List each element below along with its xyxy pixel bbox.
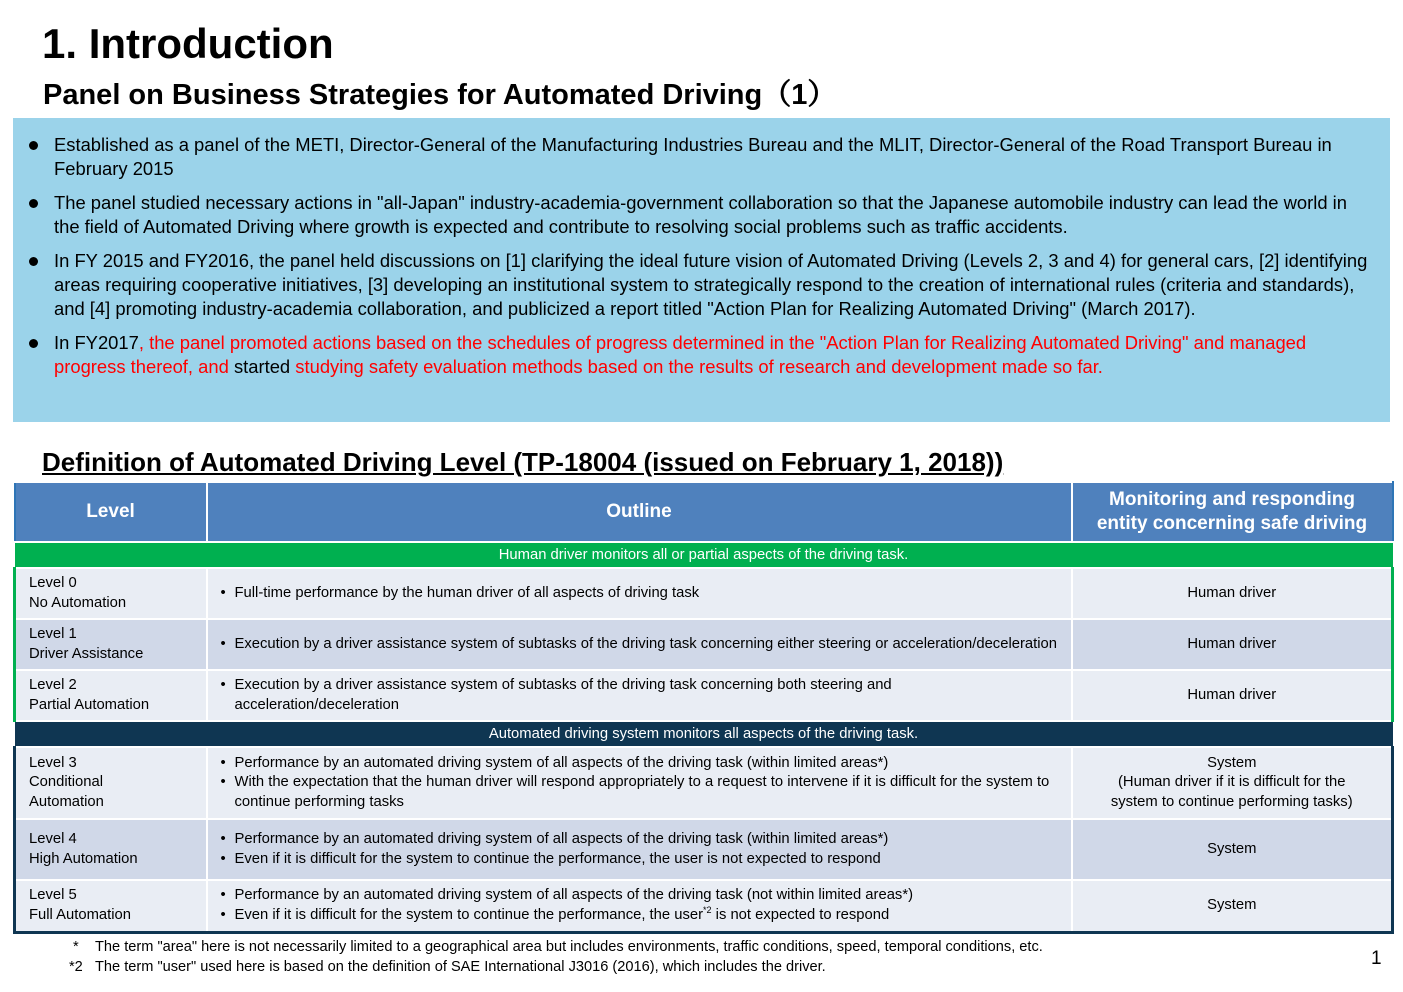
outline-cell: • Performance by an automated driving system of all aspects of the driving task (within limited areas*) • With the expectation that the human driver will respond appropriately to a request to intervene if it is difficult for the system to continue performing tasks [207, 747, 1072, 819]
entity-cell: Human driver [1072, 619, 1393, 670]
group-label: Automated driving system monitors all aspects of the driving task. [15, 721, 1393, 747]
entity-cell: System [1072, 819, 1393, 880]
automation-level-table [13, 481, 1394, 934]
highlighted-text: studying safety evaluation methods based on the results of research and development made so far. [295, 356, 1103, 377]
level-cell: Level 4 High Automation [15, 819, 207, 880]
overview-bullet: The panel studied necessary actions in "all-Japan" industry-academia-government collaboration so that the Japanese automobile industry can lead the world in the field of Automated Driving where growth is expected and contribute to resolving social problems such as traffic accidents. [27, 191, 1376, 239]
highlighted-text: , the panel promoted actions based on the schedules of progress determined in the "Action Plan for Realizing Automated Driving" and managed progress thereof, and [54, 332, 1307, 377]
page-subtitle: Panel on Business Strategies for Automated Driving（1） [43, 79, 837, 111]
overview-panel [13, 118, 1390, 422]
outline-cell: • Execution by a driver assistance system of subtasks of the driving task concerning both steering and acceleration/deceleration [207, 670, 1072, 721]
bullet-dot-icon [29, 199, 38, 208]
footnote-ref: *2 [703, 904, 712, 915]
header-monitoring-entity: Monitoring and responding entity concerning safe driving [1072, 482, 1393, 542]
group-row-system [15, 721, 1393, 747]
level-cell: Level 5 Full Automation [15, 880, 207, 932]
entity-cell: System [1072, 880, 1393, 932]
level-cell: Level 0 No Automation [15, 568, 207, 619]
table-row [15, 619, 1393, 670]
footnotes [69, 938, 1043, 977]
header-level: Level [15, 482, 207, 542]
entity-cell: System (Human driver if it is difficult for the system to continue performing tasks) [1072, 747, 1393, 819]
outline-cell: • Full-time performance by the human driver of all aspects of driving task [207, 568, 1072, 619]
overview-bullet: In FY 2015 and FY2016, the panel held discussions on [1] clarifying the ideal future vision of Automated Driving (Levels 2, 3 and 4) for general cars, [2] identifying areas requiring cooperative initiatives, [3] developing an institutional system to strategically respond to the creation of international rules (criteria and standards), and [4] promoting industry-academia collaboration, and publicized a report titled "Action Plan for Realizing Automated Driving" (March 2017). [27, 249, 1376, 321]
group-row-human [15, 542, 1393, 568]
outline-cell: • Execution by a driver assistance system of subtasks of the driving task concerning either steering or acceleration/deceleration [207, 619, 1072, 670]
table-row [15, 819, 1393, 880]
footnote: * The term "area" here is not necessarily limited to a geographical area but includes environments, traffic conditions, speed, temporal conditions, etc. [73, 939, 1043, 955]
section-title: Definition of Automated Driving Level (TP-18004 (issued on February 1, 2018)) [42, 447, 1004, 477]
group-label: Human driver monitors all or partial aspects of the driving task. [15, 542, 1393, 568]
header-outline: Outline [207, 482, 1072, 542]
footnote: *2 The term "user" used here is based on the definition of SAE International J3016 (2016), which includes the driver. [69, 958, 826, 975]
outline-cell: • Performance by an automated driving system of all aspects of the driving task (within limited areas*) • Even if it is difficult for the system to continue the performance, the user is not expected to respond [207, 819, 1072, 880]
table-row [15, 747, 1393, 819]
bullet-dot-icon [29, 141, 38, 150]
level-cell: Level 1 Driver Assistance [15, 619, 207, 670]
bullet-dot-icon [29, 257, 38, 266]
outline-cell: • Performance by an automated driving system of all aspects of the driving task (not within limited areas*) • Even if it is difficult for the system to continue the performance, the user$^{*2}$ is not expected to respond [207, 880, 1072, 932]
table-row [15, 568, 1393, 619]
level-cell: Level 3 Conditional Automation [15, 747, 207, 819]
page-number: 1 [1371, 948, 1382, 969]
page-title: 1. Introduction [42, 20, 334, 67]
overview-bullet-list [27, 133, 1376, 379]
entity-cell: Human driver [1072, 568, 1393, 619]
overview-bullet: Established as a panel of the METI, Director-General of the Manufacturing Industries Bureau and the MLIT, Director-General of the Road Transport Bureau in February 2015 [27, 133, 1376, 181]
level-cell: Level 2 Partial Automation [15, 670, 207, 721]
entity-cell: Human driver [1072, 670, 1393, 721]
bullet-dot-icon [29, 339, 38, 348]
table-header-row [15, 482, 1393, 542]
overview-bullet: In FY2017, the panel promoted actions based on the schedules of progress determined in the "Action Plan for Realizing Automated Driving" and managed progress thereof, and started studying safety evaluation methods based on the results of research and development made so far. [27, 331, 1376, 379]
table-row [15, 670, 1393, 721]
table-row [15, 880, 1393, 932]
